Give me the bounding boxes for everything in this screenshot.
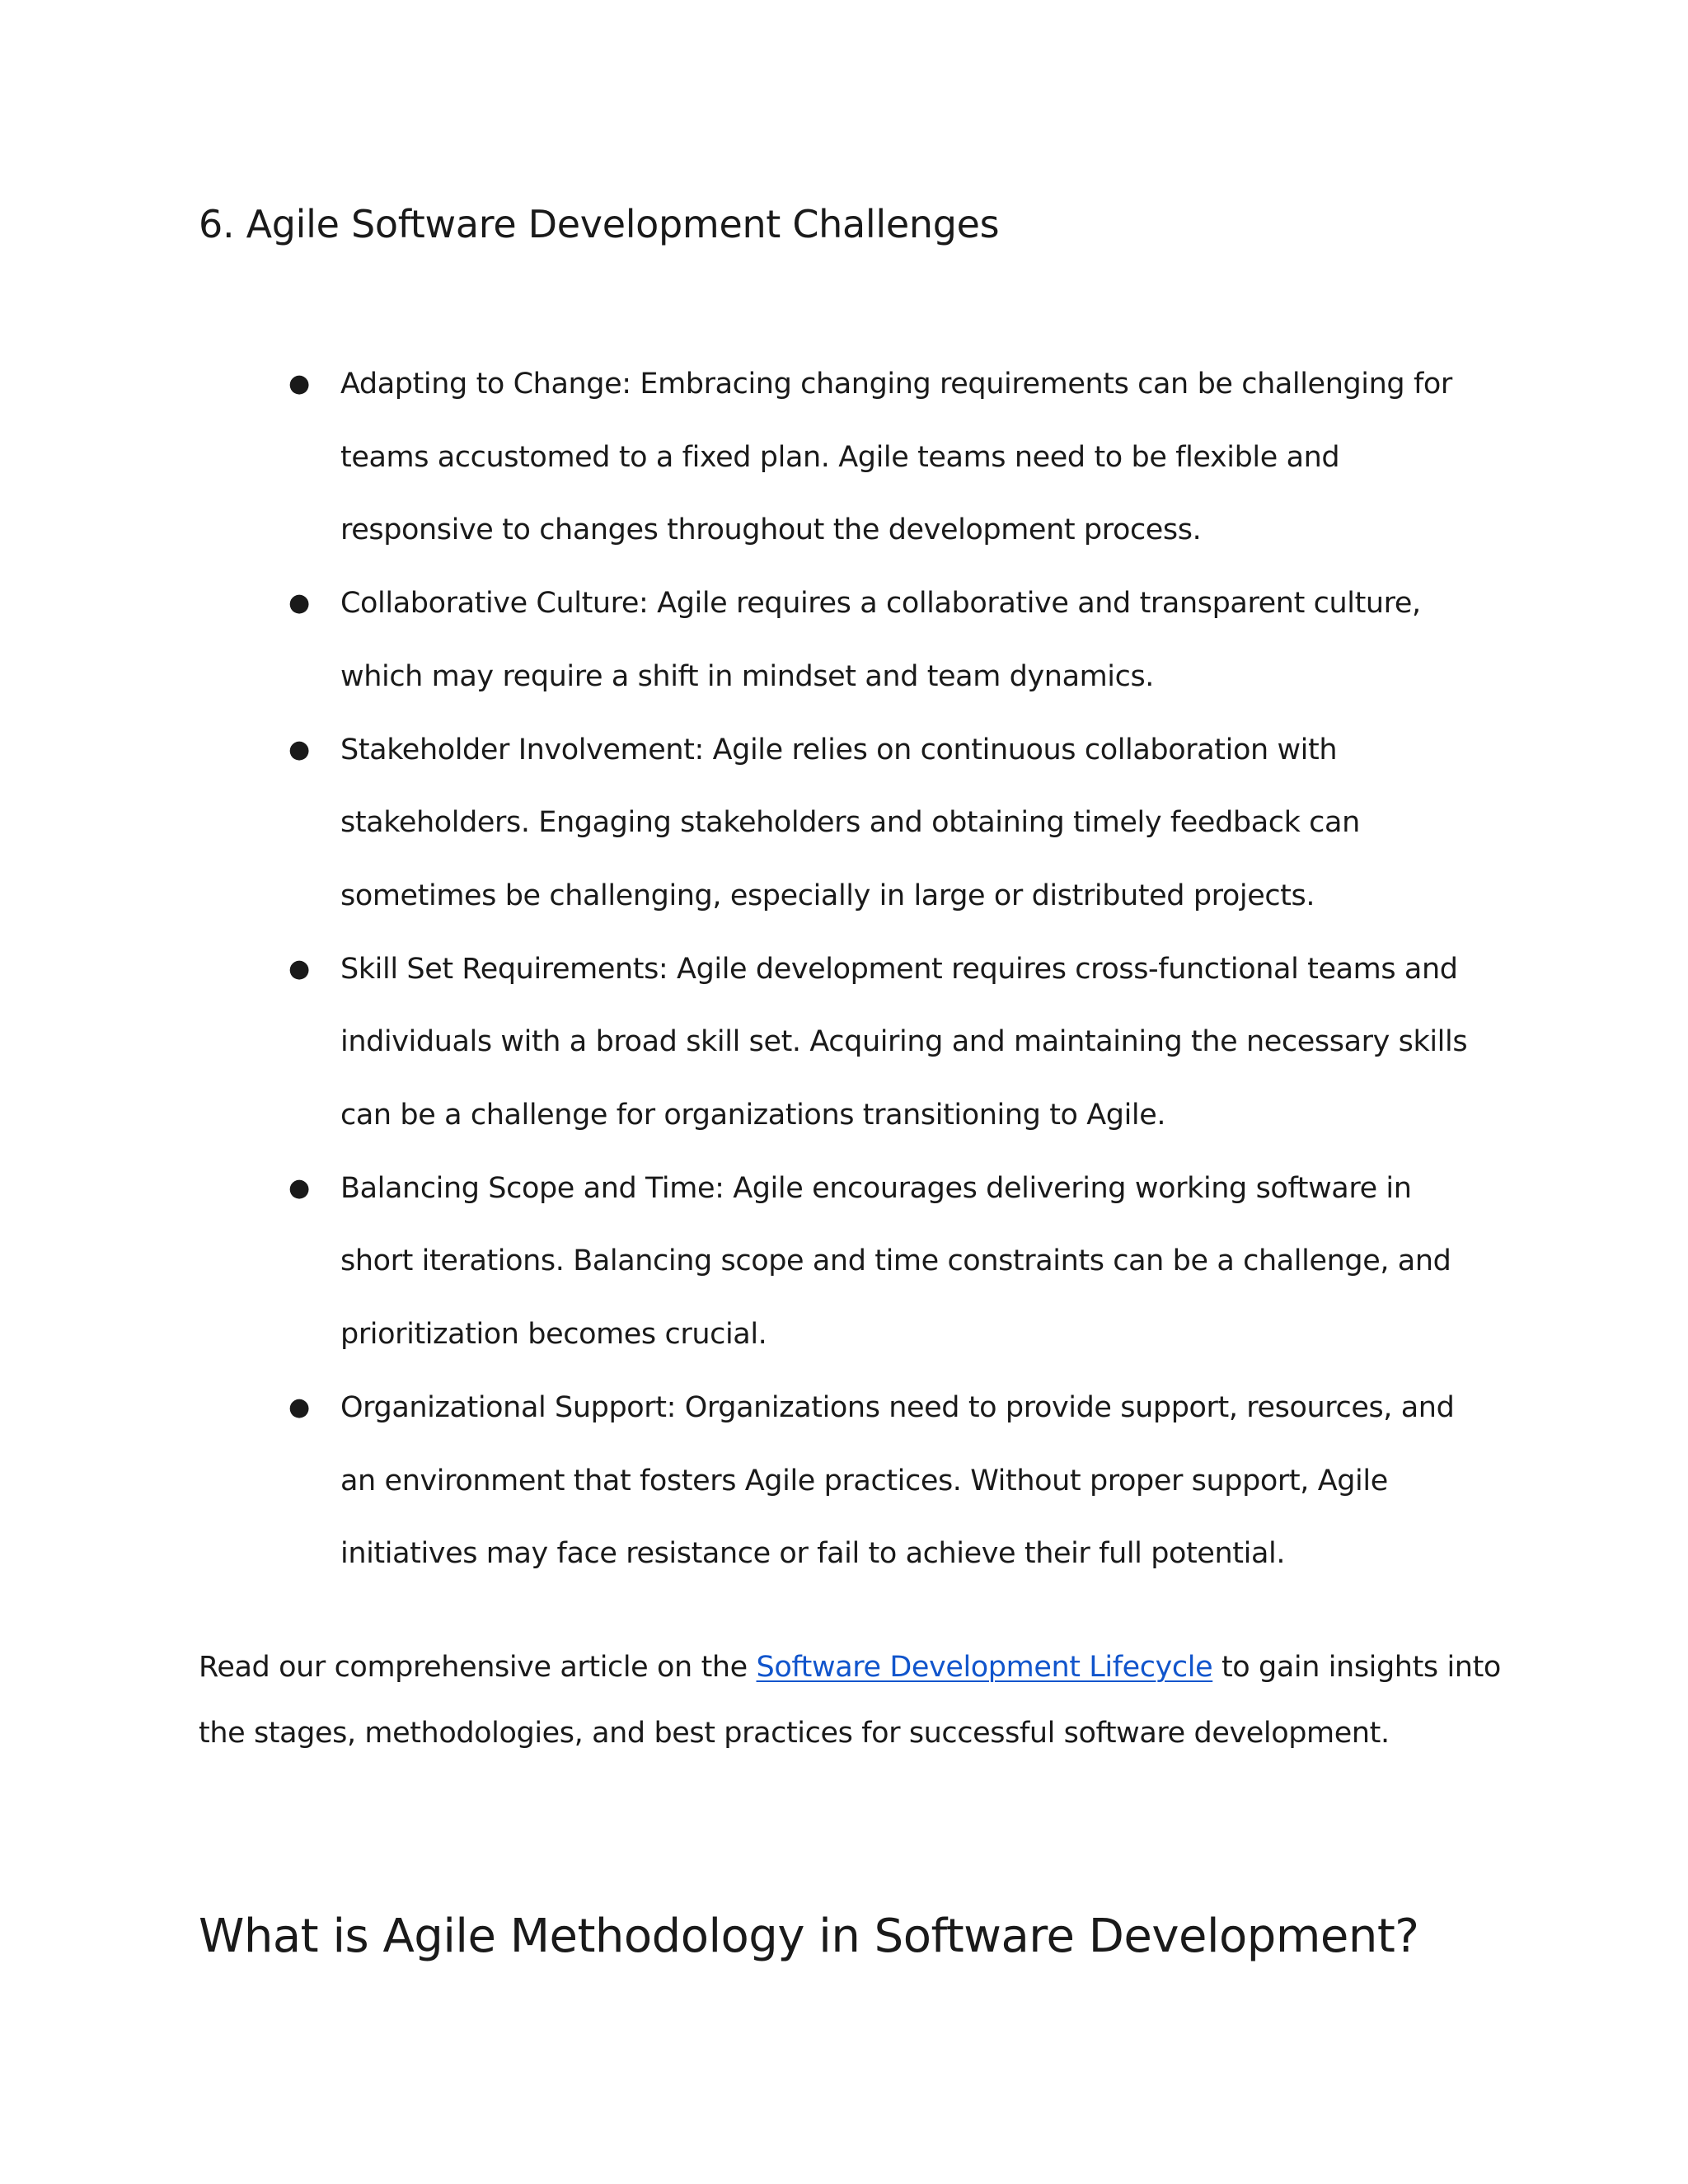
bullet-icon: ● (288, 1392, 310, 1422)
section-heading: 6. Agile Software Development Challenges (199, 202, 1000, 246)
list-item-text: Organizational Support: Organizations need to provide support, resources, and an environment that fosters Agile practices. Without proper support, Agile initiatives may face resistance or fail to achieve their full potential. (340, 1390, 1455, 1571)
sdlc-article-link[interactable]: Software Development Lifecycle (756, 1651, 1213, 1684)
list-item-text: Skill Set Requirements: Agile development requires cross-functional teams and individuals with a broad skill set. Acquiring and maintaining the necessary skills can be a challenge for organizations transitioning to Agile. (340, 952, 1468, 1132)
list-item-text: Balancing Scope and Time: Agile encourages delivering working software in short iterations. Balancing scope and time constraints can be a challenge, and prioritization becomes crucial. (340, 1171, 1451, 1352)
bullet-icon: ● (288, 369, 310, 398)
list-item-text: Stakeholder Involvement: Agile relies on continuous collaboration with stakeholders. Engaging stakeholders and obtaining timely feedback can sometimes be challenging, especially in large or distributed projects. (340, 733, 1360, 912)
bullet-icon: ● (288, 1173, 310, 1202)
list-item-balancing-scope-and-time (199, 1152, 1468, 1371)
list-item-collaborative-culture (199, 567, 1468, 713)
list-item-text: Collaborative Culture: Agile requires a collaborative and transparent culture, which may require a shift in mindset and team dynamics. (340, 587, 1421, 693)
bullet-icon: ● (288, 734, 310, 764)
challenges-list (199, 348, 1468, 1591)
bullet-icon: ● (288, 588, 310, 618)
list-item-skill-set-requirements (199, 933, 1468, 1152)
list-item-adapting-to-change (199, 348, 1468, 567)
bullet-icon: ● (288, 954, 310, 983)
read-more-text-before: Read our comprehensive article on the (199, 1651, 757, 1684)
read-more-paragraph (199, 1634, 1517, 1766)
list-item-organizational-support (199, 1371, 1468, 1591)
read-more-text-after: to gain insights into the stages, methodologies, and best practices for successful software development. (199, 1651, 1501, 1750)
main-heading: What is Agile Methodology in Software Development? (199, 1910, 1419, 1963)
list-item-stakeholder-involvement (199, 714, 1468, 933)
list-item-text: Adapting to Change: Embracing changing requirements can be challenging for teams accustomed to a fixed plan. Agile teams need to be flexible and responsive to changes throughout the development process. (340, 368, 1452, 547)
